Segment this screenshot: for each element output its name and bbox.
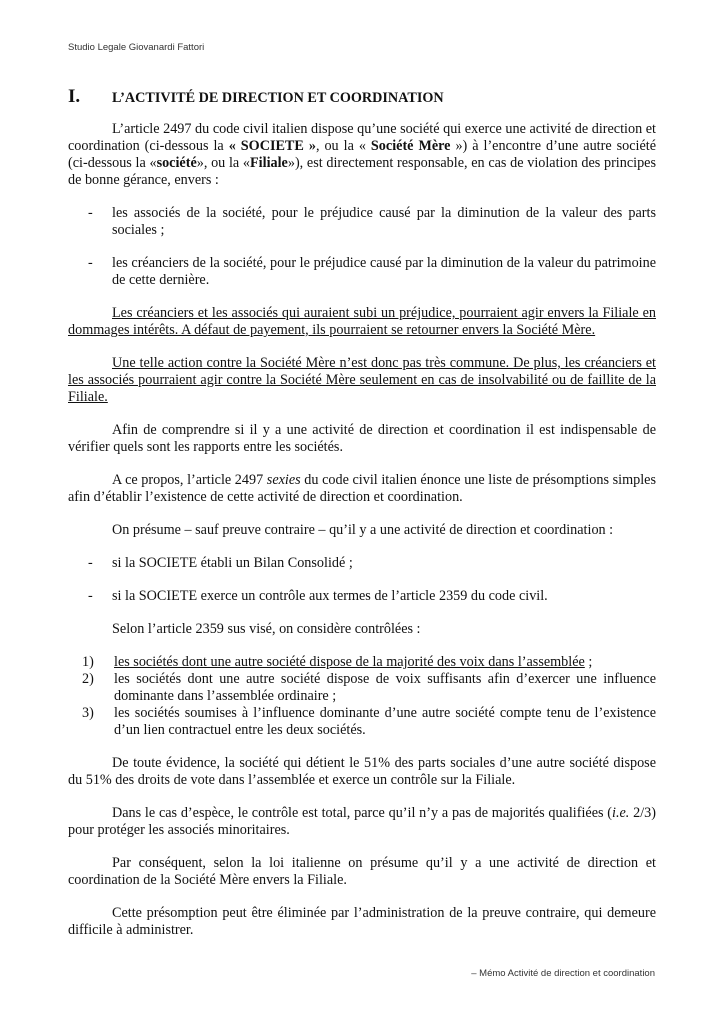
- section-title: [68, 88, 656, 107]
- evidence-paragraph: De toute évidence, la société qui détient le 51% des parts sociales d’une autre société dispose du 51% des droits de vote dans l’assemblée et exerce un contrôle sur la Filiale.: [68, 755, 656, 788]
- list-item: 2) les sociétés dont une autre société dispose de voix suffisants afin d’exercer une influence dominante dans l’assemblée ordinaire ;: [82, 671, 656, 704]
- page-header: Studio Legale Giovanardi Fattori: [68, 42, 205, 53]
- action-paragraph: Une telle action contre la Société Mère n’est donc pas très commune. De plus, les créanciers et les associés pourraient agir contre la Société Mère seulement en cas de insolvabilité ou de faillite de la Filiale.: [68, 355, 656, 405]
- list-item: - les associés de la société, pour le préjudice causé par la diminution de la valeur des parts sociales ;: [88, 205, 656, 238]
- document-body: [68, 88, 656, 955]
- consequent-paragraph: Par conséquent, selon la loi italienne on présume qu’il y a une activité de direction et coordination de la Société Mère envers la Filiale.: [68, 855, 656, 888]
- propos-paragraph: A ce propos, l’article 2497 sexies du code civil italien énonce une liste de présomptions simples afin d’établir l’existence de cette activité de direction et coordination.: [68, 472, 656, 505]
- numbered-list: [68, 654, 656, 739]
- selon-paragraph: Selon l’article 2359 sus visé, on considère contrôlées :: [112, 621, 421, 637]
- comprendre-paragraph: Afin de comprendre si il y a une activité de direction et coordination il est indispensable de vérifier quels sont les rapports entre les sociétés.: [68, 422, 656, 455]
- list-item: - les créanciers de la société, pour le préjudice causé par la diminution de la valeur du patrimoine de cette dernière.: [88, 255, 656, 288]
- list-item: 1) les sociétés dont une autre société dispose de la majorité des voix dans l’assemblée ;: [82, 654, 593, 670]
- espece-paragraph: Dans le cas d’espèce, le contrôle est total, parce qu’il n’y a pas de majorités qualifiées (i.e. 2/3) pour protéger les associés minoritaires.: [68, 805, 656, 838]
- list-item: - si la SOCIETE établi un Bilan Consolidé ;: [88, 555, 353, 571]
- page-footer: – Mémo Activité de direction et coordination: [471, 968, 655, 979]
- list-item: 3) les sociétés soumises à l’influence dominante d’une autre société compte tenu de l’existence d’un lien contractuel entre les deux sociétés.: [82, 705, 656, 738]
- section-heading: L’ACTIVITÉ DE DIRECTION ET COORDINATION: [112, 90, 444, 106]
- presume-paragraph: On présume – sauf preuve contraire – qu’il y a une activité de direction et coordination :: [112, 522, 614, 538]
- presomption-paragraph: Cette présomption peut être éliminée par l’administration de la preuve contraire, qui demeure difficile à administrer.: [68, 905, 656, 938]
- list-item: - si la SOCIETE exerce un contrôle aux termes de l’article 2359 du code civil.: [88, 588, 548, 604]
- creanciers-paragraph: Les créanciers et les associés qui auraient subi un préjudice, pourraient agir envers la Filiale en dommages intérêts. A défaut de payement, ils pourraient se retourner envers la Société Mère.: [68, 305, 656, 338]
- section-number: I.: [68, 86, 81, 107]
- intro-paragraph: L’article 2497 du code civil italien dispose qu’une société qui exerce une activité de direction et coordination (ci-dessous la « SOCIETE », ou la « Société Mère ») à l’encontre d’une autre société (ci-dessous la «société», ou la «Filiale»), est directement responsable, en cas de violation des principes de bonne gérance, envers :: [68, 121, 656, 188]
